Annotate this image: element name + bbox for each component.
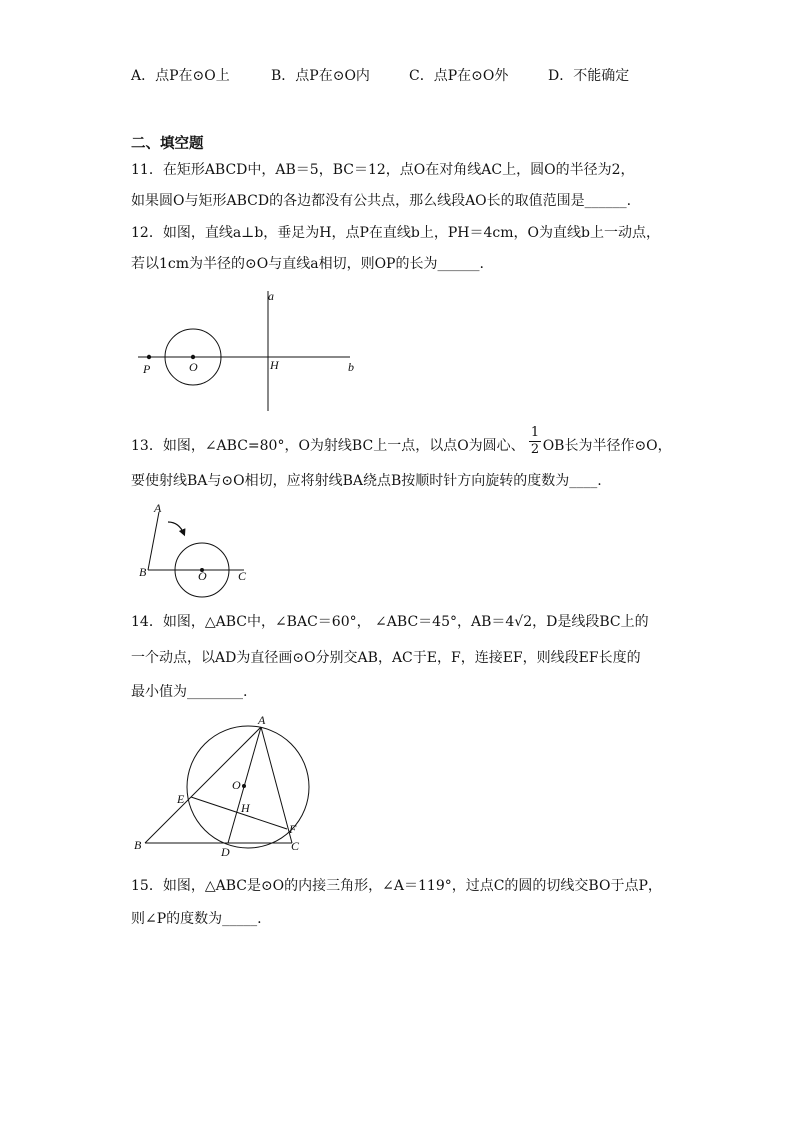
segment-ef bbox=[191, 797, 287, 829]
label-f: F bbox=[289, 822, 297, 836]
point-o bbox=[191, 355, 195, 359]
option-c: C．点P在⊙O外 bbox=[409, 68, 509, 84]
rotation-arrow-icon bbox=[168, 522, 184, 534]
fraction-denominator: 2 bbox=[530, 442, 540, 457]
q11-line1: 11．在矩形ABCD中，AB＝5，BC＝12，点O在对角线AC上，圆O的半径为2， bbox=[131, 162, 635, 178]
q13-line1-prefix: 13．如图，∠ABC=80°，O为射线BC上一点，以点O为圆心、 bbox=[131, 438, 525, 454]
label-o: O bbox=[189, 360, 198, 374]
fraction-numerator: 1 bbox=[530, 425, 540, 440]
q11-line2: 如果圆O与矩形ABCD的各边都没有公共点，那么线段AO长的取值范围是______. bbox=[131, 193, 632, 209]
label-b: B bbox=[139, 565, 147, 579]
label-b: B bbox=[134, 838, 142, 852]
label-a: a bbox=[268, 289, 274, 303]
point-p bbox=[147, 355, 151, 359]
section-title: 二、填空题 bbox=[131, 135, 204, 152]
q13-line1 bbox=[131, 436, 672, 456]
q13-line2: 要使射线BA与⊙O相切，应将射线BA绕点B按顺时针方向旋转的度数为____. bbox=[131, 473, 602, 489]
label-h: H bbox=[241, 801, 250, 815]
q12-figure bbox=[130, 285, 370, 415]
label-c: C bbox=[291, 839, 300, 853]
q12-line1: 12．如图，直线a⊥b，垂足为H，点P在直线b上，PH＝4cm，O为直线b上一动点， bbox=[131, 225, 660, 241]
q14-line1: 14．如图，△ABC中，∠BAC＝60°， ∠ABC＝45°，AB＝4√2，D是线段BC上的 bbox=[131, 614, 649, 630]
q14-line2: 一个动点，以AD为直径画⊙O分别交AB，AC于E，F，连接EF，则线段EF长度的 bbox=[131, 650, 641, 666]
label-e: E bbox=[177, 792, 185, 806]
q14-line3: 最小值为________. bbox=[131, 684, 248, 700]
label-c: C bbox=[238, 569, 247, 583]
option-a: A．点P在⊙O上 bbox=[131, 68, 230, 84]
q15-line2: 则∠P的度数为_____. bbox=[131, 911, 262, 927]
label-o: O bbox=[232, 778, 241, 792]
q13-line1-suffix: OB长为半径作⊙O， bbox=[542, 438, 672, 454]
q13-fraction bbox=[529, 426, 541, 457]
label-b: b bbox=[348, 360, 354, 374]
q15-line1: 15．如图，△ABC是⊙O的内接三角形，∠A＝119°，过点C的圆的切线交BO于点P， bbox=[131, 878, 662, 894]
q12-line2: 若以1cm为半径的⊙O与直线a相切，则OP的长为______. bbox=[131, 256, 484, 272]
label-h: H bbox=[270, 358, 279, 372]
ray-ba bbox=[148, 512, 159, 570]
label-p: P bbox=[143, 362, 151, 376]
label-o: O bbox=[198, 569, 207, 583]
option-d: D．不能确定 bbox=[548, 68, 630, 84]
label-d: D bbox=[221, 845, 230, 859]
point-o bbox=[242, 784, 246, 788]
label-a: A bbox=[154, 501, 162, 515]
q13-figure bbox=[134, 500, 254, 590]
option-b: B．点P在⊙O内 bbox=[271, 68, 370, 84]
label-a: A bbox=[258, 713, 266, 727]
q14-figure bbox=[130, 712, 320, 857]
